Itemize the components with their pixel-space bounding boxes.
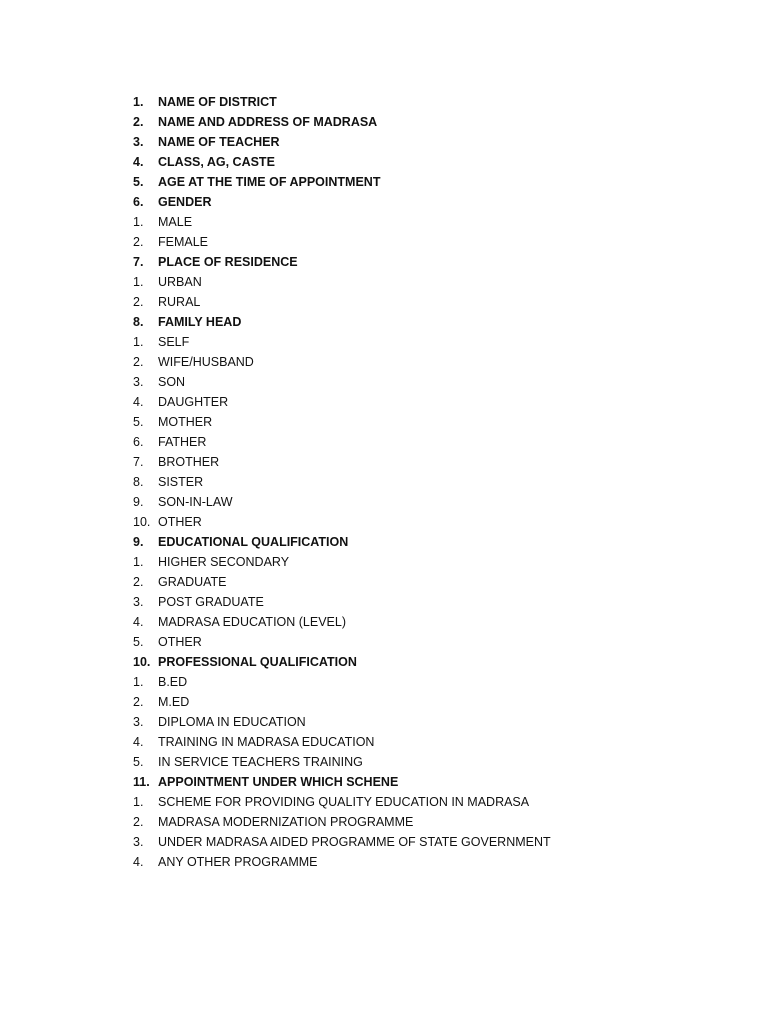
option-item	[133, 572, 733, 592]
item-number: 3.	[133, 835, 144, 849]
option-item	[133, 852, 733, 872]
question-item	[133, 112, 733, 132]
item-number: 7.	[133, 455, 144, 469]
option-item	[133, 232, 733, 252]
question-item	[133, 652, 733, 672]
item-number: 2.	[133, 815, 144, 829]
item-text: IN SERVICE TEACHERS TRAINING	[158, 755, 363, 769]
question-item	[133, 172, 733, 192]
option-item	[133, 392, 733, 412]
item-text: MADRASA MODERNIZATION PROGRAMME	[158, 815, 414, 829]
item-number: 4.	[133, 735, 144, 749]
item-number: 1.	[133, 675, 144, 689]
item-number: 4.	[133, 615, 144, 629]
item-number: 1.	[133, 275, 144, 289]
item-number: 9.	[133, 535, 144, 549]
item-text: WIFE/HUSBAND	[158, 355, 254, 369]
question-item	[133, 252, 733, 272]
item-number: 5.	[133, 755, 144, 769]
item-text: NAME AND ADDRESS OF MADRASA	[158, 115, 378, 129]
item-number: 8.	[133, 315, 144, 329]
item-text: OTHER	[158, 635, 202, 649]
item-number: 2.	[133, 235, 144, 249]
item-text: MALE	[158, 215, 193, 229]
option-item	[133, 752, 733, 772]
item-text: CLASS, AG, CASTE	[158, 155, 275, 169]
option-item	[133, 272, 733, 292]
item-text: MADRASA EDUCATION (LEVEL)	[158, 615, 347, 629]
item-number: 1.	[133, 555, 144, 569]
option-item	[133, 632, 733, 652]
item-number: 4.	[133, 855, 144, 869]
item-number: 2.	[133, 575, 144, 589]
item-text: AGE AT THE TIME OF APPOINTMENT	[158, 175, 381, 189]
item-text: GRADUATE	[158, 575, 227, 589]
item-text: POST GRADUATE	[158, 595, 264, 609]
item-text: MOTHER	[158, 415, 213, 429]
option-item	[133, 812, 733, 832]
item-number: 2.	[133, 355, 144, 369]
item-number: 4.	[133, 395, 144, 409]
item-number: 7.	[133, 255, 144, 269]
questionnaire-list	[133, 92, 733, 872]
option-item	[133, 452, 733, 472]
item-text: GENDER	[158, 195, 212, 209]
item-number: 5.	[133, 175, 144, 189]
option-item	[133, 412, 733, 432]
item-text: APPOINTMENT UNDER WHICH SCHENE	[158, 775, 399, 789]
item-text: EDUCATIONAL QUALIFICATION	[158, 535, 349, 549]
item-number: 2.	[133, 295, 144, 309]
item-text: URBAN	[158, 275, 202, 289]
question-item	[133, 772, 733, 792]
option-item	[133, 212, 733, 232]
option-item	[133, 672, 733, 692]
option-item	[133, 732, 733, 752]
item-number: 1.	[133, 795, 144, 809]
question-item	[133, 152, 733, 172]
item-number: 2.	[133, 115, 144, 129]
item-number: 1.	[133, 95, 144, 109]
item-text: B.ED	[158, 675, 188, 689]
option-item	[133, 332, 733, 352]
item-text: PLACE OF RESIDENCE	[158, 255, 298, 269]
item-number: 8.	[133, 475, 144, 489]
option-item	[133, 612, 733, 632]
item-text: OTHER	[158, 515, 202, 529]
item-text: DIPLOMA IN EDUCATION	[158, 715, 306, 729]
item-text: BROTHER	[158, 455, 220, 469]
question-item	[133, 132, 733, 152]
question-item	[133, 192, 733, 212]
item-number: 3.	[133, 715, 144, 729]
option-item	[133, 552, 733, 572]
item-text: NAME OF DISTRICT	[158, 95, 277, 109]
option-item	[133, 692, 733, 712]
item-text: SCHEME FOR PROVIDING QUALITY EDUCATION IN MADRASA	[158, 795, 530, 809]
item-text: TRAINING IN MADRASA EDUCATION	[158, 735, 375, 749]
item-number: 10.	[133, 515, 151, 529]
item-text: FAMILY HEAD	[158, 315, 242, 329]
item-text: SON-IN-LAW	[158, 495, 233, 509]
item-text: DAUGHTER	[158, 395, 229, 409]
item-number: 9.	[133, 495, 144, 509]
option-item	[133, 472, 733, 492]
option-item	[133, 712, 733, 732]
item-number: 6.	[133, 435, 144, 449]
item-number: 6.	[133, 195, 144, 209]
item-number: 10.	[133, 655, 151, 669]
item-number: 5.	[133, 415, 144, 429]
item-text: SISTER	[158, 475, 204, 489]
question-item	[133, 532, 733, 552]
item-number: 3.	[133, 135, 144, 149]
item-text: ANY OTHER PROGRAMME	[158, 855, 318, 869]
item-text: M.ED	[158, 695, 190, 709]
item-number: 2.	[133, 695, 144, 709]
option-item	[133, 292, 733, 312]
item-number: 1.	[133, 215, 144, 229]
item-number: 5.	[133, 635, 144, 649]
item-text: SON	[158, 375, 186, 389]
option-item	[133, 352, 733, 372]
option-item	[133, 512, 733, 532]
option-item	[133, 592, 733, 612]
option-item	[133, 792, 733, 812]
item-number: 3.	[133, 375, 144, 389]
item-number: 11.	[133, 775, 150, 789]
item-number: 1.	[133, 335, 144, 349]
question-item	[133, 92, 733, 112]
item-text: HIGHER SECONDARY	[158, 555, 290, 569]
item-text: FATHER	[158, 435, 207, 449]
option-item	[133, 432, 733, 452]
item-text: FEMALE	[158, 235, 209, 249]
item-text: RURAL	[158, 295, 201, 309]
item-text: NAME OF TEACHER	[158, 135, 280, 149]
option-item	[133, 492, 733, 512]
item-number: 4.	[133, 155, 144, 169]
item-text: UNDER MADRASA AIDED PROGRAMME OF STATE GOVERNMENT	[158, 835, 551, 849]
item-text: PROFESSIONAL QUALIFICATION	[158, 655, 357, 669]
question-item	[133, 312, 733, 332]
option-item	[133, 832, 733, 852]
item-number: 3.	[133, 595, 144, 609]
option-item	[133, 372, 733, 392]
item-text: SELF	[158, 335, 190, 349]
